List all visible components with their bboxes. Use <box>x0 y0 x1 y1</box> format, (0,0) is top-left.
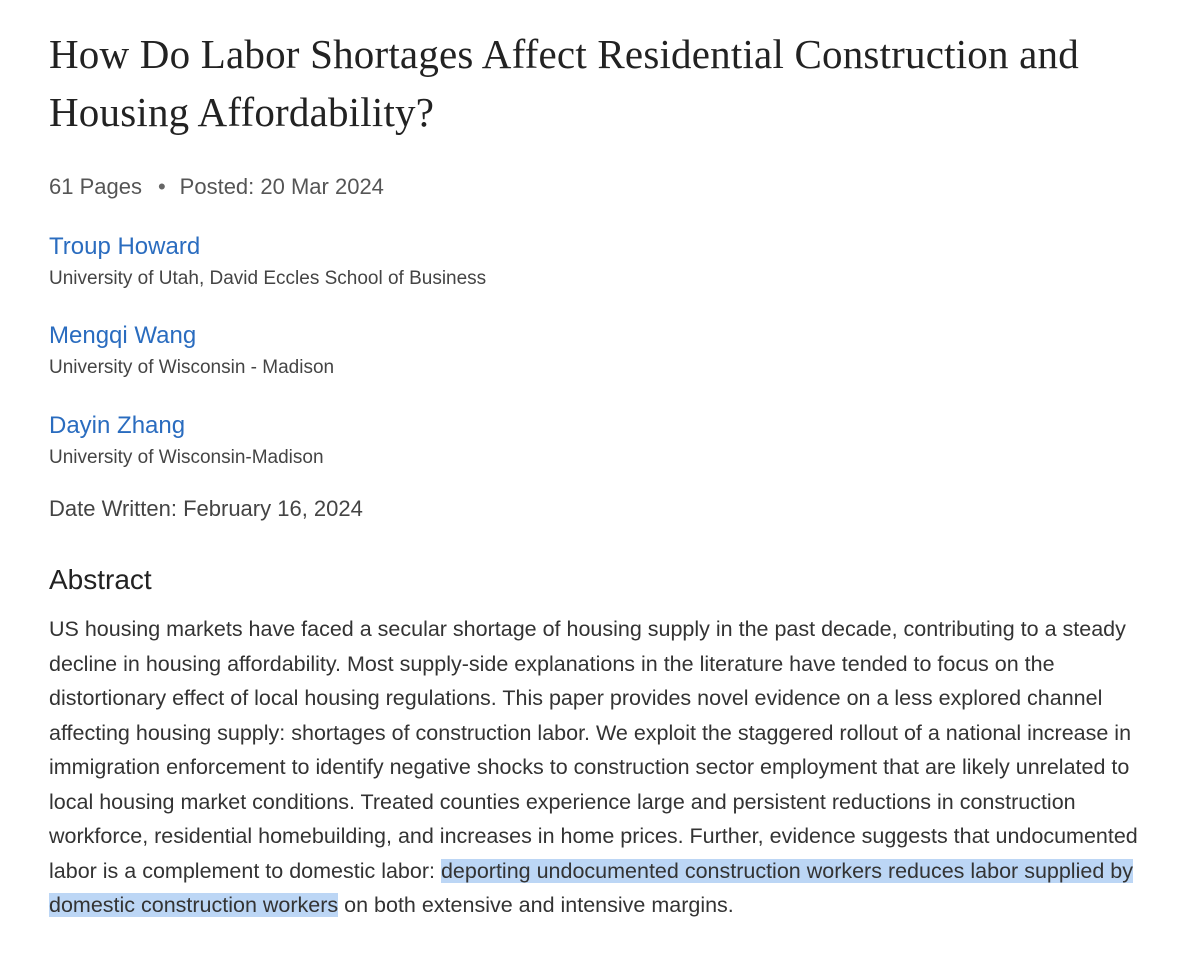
abstract-text <box>49 612 1154 923</box>
author-link[interactable]: Mengqi Wang <box>49 322 197 349</box>
author-block <box>49 411 324 471</box>
author-affiliation: University of Utah, David Eccles School of Business <box>49 268 487 289</box>
highlighted-text[interactable]: deporting undocumented construction workers reduces labor supplied by domestic construction workers <box>49 858 1133 917</box>
abstract-text-part: on both extensive and intensive margins. <box>338 893 734 917</box>
author-affiliation: University of Wisconsin-Madison <box>49 447 324 468</box>
posted-date: Posted: 20 Mar 2024 <box>179 174 384 199</box>
paper-meta <box>49 172 1159 202</box>
page-count: 61 Pages <box>49 174 142 199</box>
abstract-heading: Abstract <box>49 564 152 595</box>
author-block <box>49 321 334 381</box>
paper-title: How Do Labor Shortages Affect Residential Construction and Housing Affordability? <box>49 31 1079 135</box>
author-block <box>49 232 486 292</box>
abstract-text-part: US housing markets have faced a secular shortage of housing supply in the past decade, contributing to a steady decline in housing affordability. Most supply-side explanations in the literature have tended to focus on the distortionary effect of local housing regulations. This paper provides novel evidence on a less explored channel affecting housing supply: shortages of construction labor. We exploit the staggered rollout of a national increase in immigration enforcement to identify negative shocks to construction sector employment that are likely unrelated to local housing market conditions. Treated counties experience large and persistent reductions in construction workforce, residential homebuilding, and increases in home prices. Further, evidence suggests that undocumented labor is a complement to domestic labor: <box>49 617 1138 883</box>
author-affiliation: University of Wisconsin - Madison <box>49 357 335 378</box>
author-link[interactable]: Dayin Zhang <box>49 412 186 439</box>
meta-separator: • <box>157 174 166 199</box>
paper-page <box>49 0 1159 917</box>
author-link[interactable]: Troup Howard <box>49 233 201 260</box>
date-written: Date Written: February 16, 2024 <box>49 496 363 521</box>
